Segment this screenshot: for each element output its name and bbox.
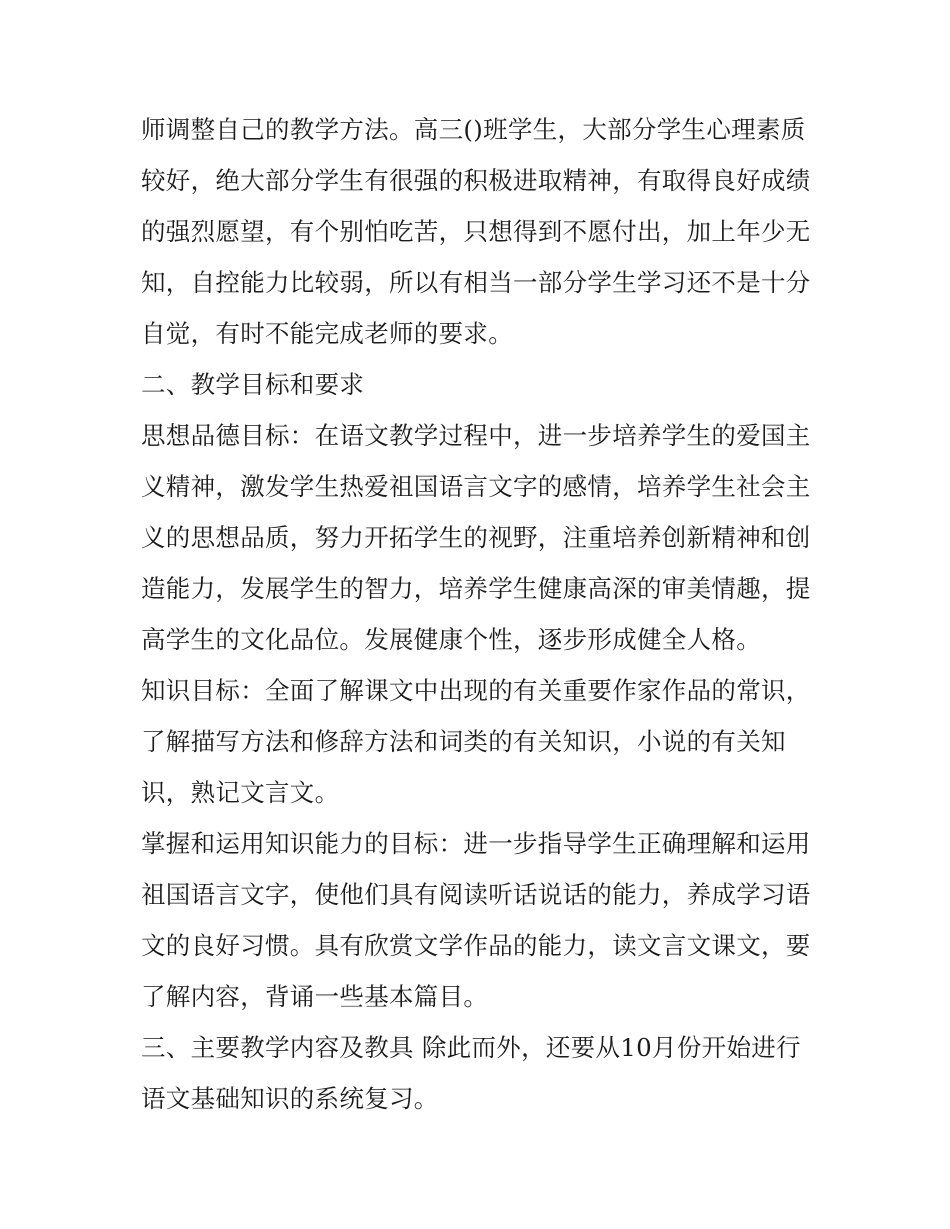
text-line: 掌握和运用知识能力的目标：进一步指导学生正确理解和运用 bbox=[141, 829, 811, 858]
text-line: 知识目标：全面了解课文中出现的有关重要作家作品的常识， bbox=[141, 676, 811, 705]
text-line: 了解内容，背诵一些基本篇目。 bbox=[141, 982, 489, 1011]
text-line: 三、主要教学内容及教具 除此而外，还要从10月份开始进行 bbox=[141, 1033, 801, 1062]
text-line: 识，熟记文言文。 bbox=[141, 778, 340, 807]
text-line: 的强烈愿望，有个别怕吃苦，只想得到不愿付出，加上年少无 bbox=[141, 217, 811, 246]
text-line: 思想品德目标：在语文教学过程中，进一步培养学生的爱国主 bbox=[141, 421, 811, 450]
document-body bbox=[141, 104, 821, 1124]
heading-line: 二、教学目标和要求 bbox=[141, 370, 365, 399]
text-line: 知，自控能力比较弱，所以有相当一部分学生学习还不是十分 bbox=[141, 268, 811, 297]
text-line: 高学生的文化品位。发展健康个性，逐步形成健全人格。 bbox=[141, 625, 761, 654]
section-heading-teaching-goals bbox=[141, 359, 821, 410]
text-line: 祖国语言文字，使他们具有阅读听话说话的能力，养成学习语 bbox=[141, 880, 811, 909]
text-line: 了解描写方法和修辞方法和词类的有关知识，小说的有关知 bbox=[141, 727, 786, 756]
paragraph-ability-goals bbox=[141, 818, 821, 1022]
paragraph-student-analysis bbox=[141, 104, 821, 359]
paragraph-main-content bbox=[141, 1022, 821, 1124]
text-line: 师调整自己的教学方法。高三()班学生，大部分学生心理素质 bbox=[141, 115, 806, 144]
text-line: 较好，绝大部分学生有很强的积极进取精神，有取得良好成绩 bbox=[141, 166, 811, 195]
text-line: 义的思想品质，努力开拓学生的视野，注重培养创新精神和创 bbox=[141, 523, 811, 552]
text-line: 语文基础知识的系统复习。 bbox=[141, 1084, 439, 1113]
paragraph-moral-goals bbox=[141, 410, 821, 665]
paragraph-knowledge-goals bbox=[141, 665, 821, 818]
text-line: 义精神，激发学生热爱祖国语言文字的感情，培养学生社会主 bbox=[141, 472, 811, 501]
text-line: 文的良好习惯。具有欣赏文学作品的能力，读文言文课文，要 bbox=[141, 931, 811, 960]
text-line: 自觉，有时不能完成老师的要求。 bbox=[141, 319, 513, 348]
text-line: 造能力，发展学生的智力，培养学生健康高深的审美情趣，提 bbox=[141, 574, 811, 603]
